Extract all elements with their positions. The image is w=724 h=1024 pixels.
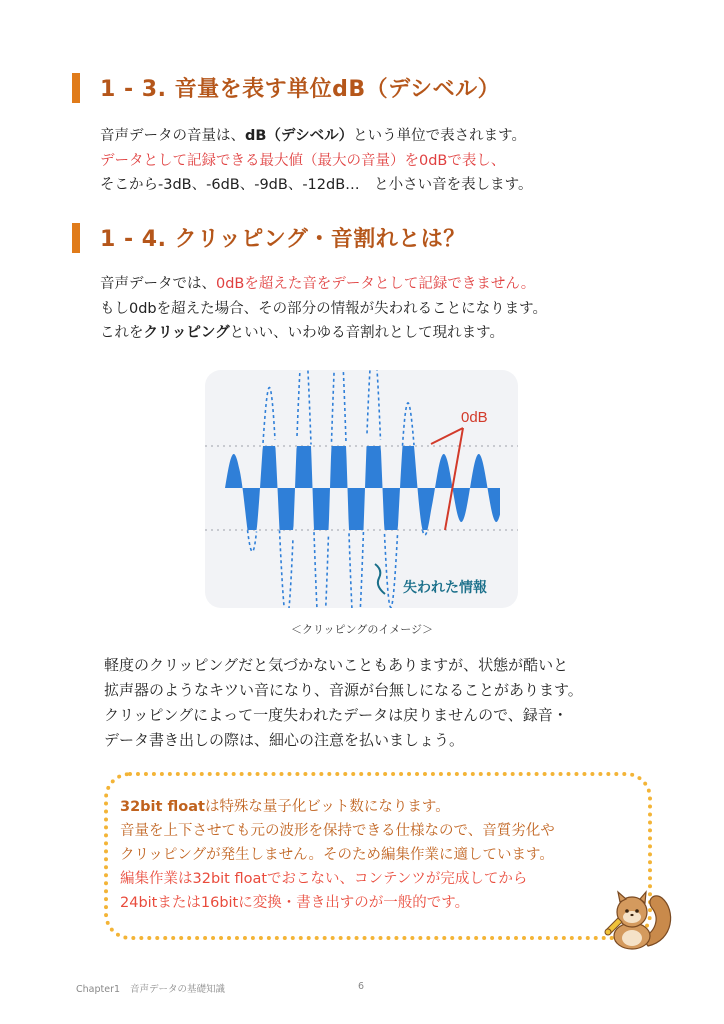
heading-accent-bar xyxy=(72,223,80,253)
bold-term: dB（デシベル） xyxy=(245,128,354,144)
text-line xyxy=(100,124,533,149)
clipping-figure xyxy=(205,370,518,608)
section-1-3-text xyxy=(100,124,533,198)
heading-accent-bar xyxy=(72,73,80,103)
highlighted-line: 編集作業は32bit floatでおこない、コンテンツが完成してから xyxy=(120,871,528,887)
bold-term: クリッピング xyxy=(143,325,230,341)
text-line: 音量を上下させても元の波形を保持できる仕様なので、音質劣化や xyxy=(120,823,555,839)
page-number: 6 xyxy=(358,981,365,992)
clipped-waveform xyxy=(225,446,500,530)
bold-term: 32bit float xyxy=(120,799,205,815)
highlighted-line: 24bitまたは16bitに変換・書き出すのが一般的です。 xyxy=(120,895,470,911)
note-text xyxy=(120,795,555,915)
label-0db: 0dB xyxy=(461,409,488,426)
squirrel-mascot-icon xyxy=(596,880,676,952)
arrow-0db-1 xyxy=(431,428,463,444)
section-1-4-heading xyxy=(72,222,466,253)
text-line xyxy=(100,321,547,346)
lost-peaks-outline xyxy=(248,370,428,608)
text-line: クリッピングによって一度失われたデータは戻りませんので、録音・ xyxy=(104,706,568,724)
section-1-4-text xyxy=(100,272,547,346)
text-line: そこから-3dB、-6dB、-9dB、-12dB… と小さい音を表します。 xyxy=(100,177,533,193)
text-line xyxy=(120,795,555,819)
text-span: これを xyxy=(100,325,144,341)
clipping-waveform-svg xyxy=(205,370,518,608)
text-span: といい、いわゆる音割れとして現れます。 xyxy=(229,325,504,341)
section-title: 1 - 3. 音量を表す単位dB（デシベル） xyxy=(100,77,501,102)
text-span: 音声データでは、 xyxy=(100,276,216,292)
text-line: 軽度のクリッピングだと気づかないこともありますが、状態が酷いと xyxy=(104,656,569,674)
text-line: クリッピングが発生しません。そのため編集作業に適しています。 xyxy=(120,847,554,863)
label-lost-info: 失われた情報 xyxy=(403,580,487,596)
highlighted-line: データとして記録できる最大値（最大の音量）を0dBで表し、 xyxy=(100,152,506,169)
figure-caption: ＜クリッピングのイメージ＞ xyxy=(290,623,433,636)
footer-chapter xyxy=(76,981,225,995)
text-span: は特殊な量子化ビット数になります。 xyxy=(204,799,450,815)
footer-chapter-number: Chapter1 xyxy=(76,984,121,995)
lost-info-pointer xyxy=(375,564,385,594)
text-line: データ書き出しの際は、細心の注意を払いましょう。 xyxy=(104,731,465,749)
body-paragraph xyxy=(104,653,583,753)
highlighted-text: 0dBを超えた音をデータとして記録できません。 xyxy=(216,276,536,292)
text-line: 拡声器のようなキツい音になり、音源が台無しになることがあります。 xyxy=(104,681,583,699)
section-1-3-heading xyxy=(72,72,500,103)
text-span: 音声データの音量は、 xyxy=(100,128,245,144)
text-line: もし0dbを超えた場合、その部分の情報が失われることになります。 xyxy=(100,300,547,317)
text-span: という単位で表されます。 xyxy=(353,128,526,144)
section-title: 1 - 4. クリッピング・音割れとは？ xyxy=(100,227,466,252)
text-line xyxy=(100,272,547,297)
footer-chapter-title: 音声データの基礎知識 xyxy=(130,984,226,995)
